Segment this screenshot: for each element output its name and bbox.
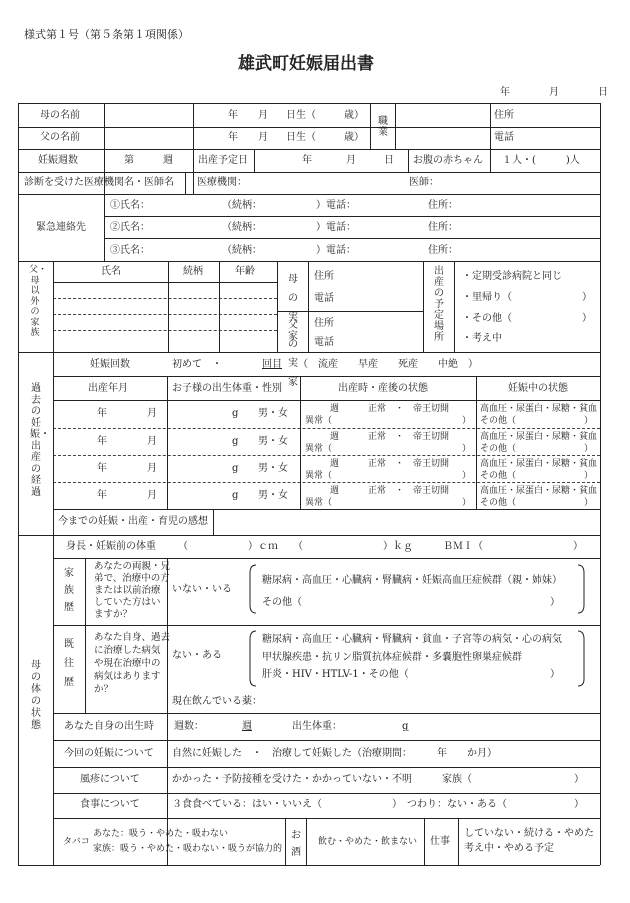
impressions-label: 今までの妊娠・出産・育児の感想: [58, 516, 208, 527]
own-birth-weight-field[interactable]: g: [402, 721, 409, 732]
rubella-close: ）: [574, 774, 584, 785]
row-delivery-abnormal[interactable]: 異常（: [305, 471, 333, 481]
emergency-1-address: 住所：: [428, 200, 458, 211]
row-weeks: 週: [330, 404, 340, 414]
job-options-2[interactable]: 考え中・やめる予定: [464, 843, 554, 854]
emergency-2-relation: （続柄：: [222, 222, 262, 233]
place-option-other[interactable]: ・その他（: [462, 313, 512, 324]
first-time-option[interactable]: 初めて ・: [172, 359, 222, 370]
emergency-1-relation: （続柄：: [222, 200, 262, 211]
rubella-label: 風疹について: [80, 774, 140, 785]
family-history-items[interactable]: 糖尿病・高血圧・心臓病・腎臓病・妊娠高血圧症候群（親・姉妹）: [262, 575, 562, 586]
place-option-same-hospital[interactable]: ・定期受診病院と同じ: [462, 271, 562, 282]
mother-name-field[interactable]: [105, 104, 192, 126]
preg-count-label: 妊娠回数: [90, 359, 130, 370]
row-sex[interactable]: 男・女: [258, 463, 288, 474]
due-year: 年: [302, 155, 312, 166]
past-history-line1[interactable]: 糖尿病・高血圧・心臓病・腎臓病・貧血・子宮等の病気・心の病気: [262, 634, 562, 645]
row-preg-other[interactable]: その他（: [480, 471, 517, 481]
row-year: 年: [97, 408, 107, 419]
baby-label: お腹の赤ちゃん: [413, 155, 483, 166]
mother-birth-month: 月: [258, 110, 268, 121]
phone-label: 電話: [494, 132, 514, 143]
row-month: 月: [147, 490, 157, 501]
family-side-label: 父・母以外の家族: [29, 265, 48, 338]
row-year: 年: [97, 463, 107, 474]
job-label: 仕事: [430, 836, 450, 847]
preg-status-header: 妊娠中の状態: [508, 383, 568, 394]
rubella-options[interactable]: かかった・予防接種を受けた・かかっていない・不明 家族（: [172, 774, 472, 785]
row-preg-conditions[interactable]: 高血圧・尿蛋白・尿糖・貧血: [480, 459, 598, 469]
tobacco-family[interactable]: 家族：吸う・やめた・吸わない・吸うが協力的: [93, 844, 283, 854]
address-field[interactable]: [522, 104, 599, 126]
own-birth-weeks-label: 週数：: [174, 721, 204, 732]
fam-relation-header: 続柄: [183, 266, 203, 277]
form-number: 様式第１号（第５条第１項関係）: [24, 28, 189, 41]
emergency-3-address: 住所：: [428, 245, 458, 256]
times-option[interactable]: 回目: [262, 359, 282, 370]
emergency-label: 緊急連絡先: [36, 222, 86, 233]
mother-birth-day: 日生（: [286, 110, 316, 121]
row-grams: g: [232, 408, 239, 419]
row-weeks: 週: [330, 459, 340, 469]
family-history-close: ）: [550, 597, 560, 608]
med-inst-field-label: 医療機関：: [197, 177, 247, 188]
family-history-label: 家族歴: [64, 568, 74, 613]
row-preg-other[interactable]: その他（: [480, 498, 517, 508]
due-date-label: 出産予定日: [198, 155, 248, 166]
row-weeks: 週: [330, 486, 340, 496]
family-q-2: 弟で、治療中の方: [94, 573, 170, 584]
row-preg-other[interactable]: その他（: [480, 444, 517, 454]
occupation-label: 職業: [378, 116, 388, 138]
row-delivery-close: ）: [462, 498, 472, 508]
row-grams: g: [232, 490, 239, 501]
emergency-3-name: ③氏名：: [110, 245, 150, 256]
row-weeks: 週: [330, 432, 340, 442]
mother-home-address: 住所: [314, 271, 334, 282]
week-unit: 週: [163, 155, 173, 166]
row-delivery-close: ）: [462, 471, 472, 481]
fam-age-header: 年齢: [235, 266, 255, 277]
row-delivery-close: ）: [462, 416, 472, 426]
row-grams: g: [232, 436, 239, 447]
delivery-status-header: 出産時・産後の状態: [338, 383, 428, 394]
preg-week-label: 妊娠週数: [38, 155, 78, 166]
father-birth-year: 年: [228, 132, 238, 143]
phone-field[interactable]: [522, 128, 599, 148]
baby-count: １人・( )人: [502, 155, 580, 166]
body-side-label: 母の体の状態: [31, 660, 41, 731]
row-sex[interactable]: 男・女: [258, 490, 288, 501]
row-delivery-normal[interactable]: 正常 ・ 帝王切開: [368, 404, 450, 414]
past-history-close: ）: [550, 669, 560, 680]
past-q-5: か？: [94, 684, 114, 695]
row-sex[interactable]: 男・女: [258, 408, 288, 419]
past-q-4: 病気はあります: [94, 671, 161, 682]
row-month: 月: [147, 463, 157, 474]
row-preg-conditions[interactable]: 高血圧・尿蛋白・尿糖・貧血: [480, 486, 598, 496]
father-name-label: 父の名前: [40, 132, 80, 143]
birth-ym-header: 出産年月: [88, 383, 128, 394]
meals-close: ）: [574, 799, 584, 810]
outcomes: （ 流産 早産 死産 中絶 ）: [298, 359, 478, 370]
past-q-1: あなた自身、過去: [94, 632, 171, 643]
due-day: 日: [384, 155, 394, 166]
height-weight-label: 身長・妊娠前の体重: [66, 541, 156, 552]
past-history-line3[interactable]: 肝炎・HIV・HTLV-1・その他（: [262, 669, 409, 680]
father-home-phone: 電話: [314, 337, 334, 348]
own-birth-label: あなた自身の出生時: [64, 721, 154, 732]
week-prefix: 第: [124, 155, 134, 166]
family-q-3: または以前治療: [94, 585, 161, 596]
past-history-line2[interactable]: 甲状腺疾患・抗リン脂質抗体症候群・多嚢胞性卵巣症候群: [262, 652, 522, 663]
place-close-1: ）: [582, 292, 592, 303]
row-month: 月: [147, 408, 157, 419]
father-age: 歳）: [344, 132, 364, 143]
row-preg-close: ）: [584, 416, 594, 426]
mother-birth-year: 年: [228, 110, 238, 121]
emergency-3-phone: ）電話：: [316, 245, 356, 256]
child-weight-sex-header: お子様の出生体重・性別: [172, 383, 282, 394]
mother-home-phone: 電話: [314, 293, 334, 304]
own-birth-weeks-field[interactable]: 週: [242, 721, 252, 732]
emergency-1-name: ①氏名：: [110, 200, 150, 211]
past-q-3: や現在治療中の: [94, 658, 161, 669]
impressions-field[interactable]: [214, 510, 599, 534]
family-q-4: していた方はい: [94, 597, 161, 608]
meals-options[interactable]: ３食食べている：はい・いいえ（ ） つわり：ない・ある（: [172, 799, 507, 810]
alcohol-label: お酒: [291, 830, 301, 858]
emergency-2-name: ②氏名：: [110, 222, 150, 233]
row-delivery-abnormal[interactable]: 異常（: [305, 444, 333, 454]
tobacco-self[interactable]: あなた：吸う・やめた・吸わない: [93, 829, 229, 839]
mother-age: 歳）: [344, 110, 364, 121]
row-preg-conditions[interactable]: 高血圧・尿蛋白・尿糖・貧血: [480, 404, 598, 414]
own-birth-weight-label: 出生体重：: [292, 721, 342, 732]
fam-name-header: 氏名: [101, 266, 121, 277]
family-q-1: あなたの両親・兄: [94, 561, 171, 572]
father-birth-day: 日生（: [286, 132, 316, 143]
page-title: 雄武町妊娠届出書: [238, 54, 374, 74]
past-no-yes[interactable]: ない・ある: [172, 650, 222, 661]
emergency-2-phone: ）電話：: [316, 222, 356, 233]
row-preg-conditions[interactable]: 高血圧・尿蛋白・尿糖・貧血: [480, 432, 598, 442]
row-delivery-abnormal[interactable]: 異常（: [305, 498, 333, 508]
row-preg-close: ）: [584, 471, 594, 481]
current-meds-label: 現在飲んでいる薬：: [172, 696, 262, 707]
date-year: 年: [500, 87, 510, 98]
row-grams: g: [232, 463, 239, 474]
emergency-3-relation: （続柄：: [222, 245, 262, 256]
father-name-field[interactable]: [105, 128, 192, 148]
family-q-5: ますか？: [94, 609, 133, 620]
job-options-1[interactable]: していない・続ける・やめた: [464, 828, 594, 839]
family-none-some[interactable]: いない・いる: [172, 584, 232, 595]
birth-place-label: 出産の予定場所: [434, 266, 444, 343]
past-history-label: 既往歴: [64, 639, 74, 688]
place-option-hometown[interactable]: ・里帰り（: [462, 292, 512, 303]
row-preg-close: ）: [584, 498, 594, 508]
doctor-label: 医師：: [409, 177, 439, 188]
row-sex[interactable]: 男・女: [258, 436, 288, 447]
place-option-undecided[interactable]: ・考え中: [462, 333, 502, 344]
row-preg-other[interactable]: その他（: [480, 416, 517, 426]
this-preg-label: 今回の妊娠について: [64, 748, 154, 759]
place-close-2: ）: [582, 313, 592, 324]
row-delivery-abnormal[interactable]: 異常（: [305, 416, 333, 426]
address-label: 住所: [494, 110, 514, 121]
row-delivery-normal[interactable]: 正常 ・ 帝王切開: [368, 486, 450, 496]
alcohol-options[interactable]: 飲む・やめた・飲まない: [318, 837, 418, 847]
family-history-other[interactable]: その他（: [262, 597, 302, 608]
row-delivery-close: ）: [462, 444, 472, 454]
row-delivery-normal[interactable]: 正常 ・ 帝王切開: [368, 432, 450, 442]
conception-options[interactable]: 自然に妊娠した ・ 治療して妊娠した（治療期間： 年 か月）: [172, 748, 497, 759]
row-year: 年: [97, 490, 107, 501]
father-home-label: 父の実家: [288, 320, 298, 388]
father-home-address: 住所: [314, 318, 334, 329]
row-year: 年: [97, 436, 107, 447]
tobacco-label: タバコ: [63, 837, 90, 847]
due-month: 月: [346, 155, 356, 166]
family-history-bracket: [248, 563, 588, 623]
height-weight-fields[interactable]: （ ）ｃｍ （ ）ｋｇ ＢＭＩ（ ）: [178, 541, 583, 552]
mother-name-label: 母の名前: [40, 110, 80, 121]
emergency-1-phone: ）電話：: [316, 200, 356, 211]
father-birth-month: 月: [258, 132, 268, 143]
row-month: 月: [147, 436, 157, 447]
mother-home-label: 母の実家: [288, 274, 298, 342]
meals-label: 食事について: [80, 799, 140, 810]
med-inst-label: 診断を受けた医療機関名・医師名: [24, 177, 174, 188]
past-side-label: 過去の妊娠・出産の経過: [30, 383, 50, 498]
row-preg-close: ）: [584, 444, 594, 454]
date-day: 日: [598, 87, 608, 98]
date-month: 月: [549, 87, 559, 98]
row-delivery-normal[interactable]: 正常 ・ 帝王切開: [368, 459, 450, 469]
emergency-2-address: 住所：: [428, 222, 458, 233]
past-q-2: に治療した病気: [94, 645, 161, 656]
